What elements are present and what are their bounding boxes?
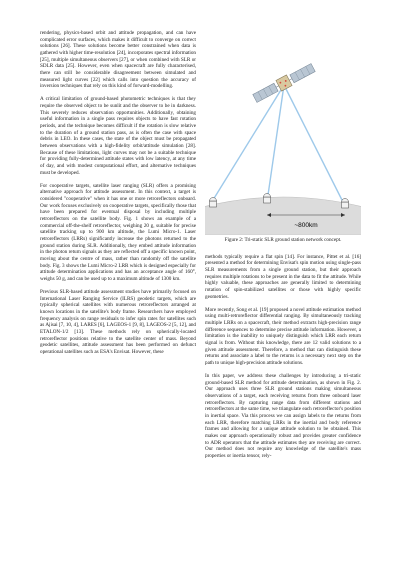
paragraph: For cooperative targets, satellite laser ranging (SLR) offers a promising alternative approach for attitude assessment. In this context, a target is considered "cooperative" when it has one or more retroreflectors onboard. Our work focuses exclusively on cooperative targets, specifically those that have been prepared for eventual disposal by including multiple retroreflectors on the satellite body. Fig. 1 shows an example of a commercial off-the-shelf retroreflector, weighing 20 g, suitable for precise satellite tracking up to 900 km altitude, the Lumi Micro-1. Laser retroreflectors (LRRs) significantly increase the photons returned to the ground station during SLR. Additionally, they embed attitude information in the photon return signals as they are reflected off a specific known point, moving about the centre of mass, rather than randomly off the satellite body. Fig. 3 shows the Lumi Micro-2 LRR which is designed especially for attitude determination applications and has an acceptance angle of 160°, weighs 50 g, and can be used up to a maximum altitude of 1300 km. [40,182,196,282]
laser-beam-center [267,85,284,202]
ground-station-icon [342,199,349,209]
ground-station-icon [210,198,217,208]
right-column [205,30,361,466]
paragraph: methods typically require a flat spin [14]. For instance, Pittet et al. [16] presented a method for determining Envisat's spin motion using single-pass SLR measurements from a single ground station, but their approach requires multiple rotations to be present in the data to fit the attitude. While highly valuable, these approaches are generally limited to determining rotation of spin-stabilized satellites or those with highly specific geometries. [205,253,361,300]
left-column [40,30,196,362]
paragraph: In this paper, we address these challenges by introducing a tri-static ground-based SLR method for attitude determination, as shown in Fig. 2. Our approach uses three SLR ground stations making simultaneous observations of a target, each receiving returns from three onboard laser retroreflectors. By capturing range data from different stations and retroreflectors at the same time, we triangulate each retroreflector's position in inertial space. Via this process we can assign labels to the returns from each LRR, therefore matching LRRs in the inertial and body reference frames and allowing for a unique attitude solution to be obtained. This makes our approach operationally robust and provides greater confidence to ADR operators that the attitude estimates they are receiving are correct. Our method does not require any knowledge of the satellite's mass properties or inertia tensor, rely- [205,373,361,459]
laser-beam-right [284,85,345,206]
paragraph: rendering, physics-based orbit and attitude propagation, and can have complicated error surfaces, which makes it difficult to converge on correct solutions [26]. These solutions become better constrained when data is gathered with higher time-resolution [24], incorporates spectral information [25], multiple simultaneous observers [27], or when combined with SLR or SDLR data [25]. However, even when spacecraft are fully characterised, there can still be considerable disagreement between simulated and measured light curves [22] which calls into question the accuracy of inversion techniques that rely on this kind of forward-modelling. [40,30,196,90]
network-diagram [205,30,361,235]
figure-caption: Figure 2: Tri-static SLR ground station network concept. [224,237,342,243]
satellite-icon [252,62,316,104]
paragraph: A critical limitation of ground-based photometric techniques is that they require the observed object to be sunlit and the observer to be in darkness. This severely reduces observation opportunities. Additionally, obtaining useful information in a single pass requires objects to have fast rotation periods, and the technique becomes difficult if the rotation is slow relative to the duration of a ground station pass, as is often the case with space debris in LEO. In these cases, the state of the object must be propagated between observations with a high-fidelity orbit/attitude simulation [28]. Because of these limitations, light curves may not be a suitable technique for providing fully-determined attitude states with low latency, at any time of day, and with modest computational effort, and alternative techniques must be developed. [40,96,196,176]
laser-beam-left [213,85,284,200]
paragraph: Previous SLR-based attitude assessment studies have primarily focused on International Laser Ranging Service (ILRS) geodetic targets, which are typically spherical satellites with numerous retroreflectors arranged at known locations in the satellite's body frame. Researchers have employed frequency analysis on range residuals to infer spin rates for satellites such as Ajisai [7, 10, 4], LARES [6], LAGEOS-1 [9, 8], LAGEOS-2 [5, 12], and ETALON-1/2 [13]. These methods rely on spherically-located retroreflector positions relative to the satellite center of mass. Beyond geodetic satellites, attitude assessment has been performed on defunct operational satellites such as ESA's Envisat. However, these [40,289,196,356]
paragraph: More recently, Song et al. [19] proposed a novel attitude estimation method using multi-retroreflector differential ranging. By simultaneously tracking multiple LRRs on a spacecraft, their method extracts high-precision range difference sequences to determine precise attitude information. However, a limitation is the inability to uniquely distinguish which LRR each return signal is from. Without this knowledge, there are 12 valid solutions to a given attitude assessment. Therefore, a method that can distinguish these returns and associate a label to the returns is a necessary next step on the path to unique high-precision attitude solutions. [205,306,361,366]
ground-station-icon [264,194,271,204]
figure-tri-static-network [205,30,361,235]
distance-label: ~800km [294,222,318,229]
earth-surface [205,197,361,235]
